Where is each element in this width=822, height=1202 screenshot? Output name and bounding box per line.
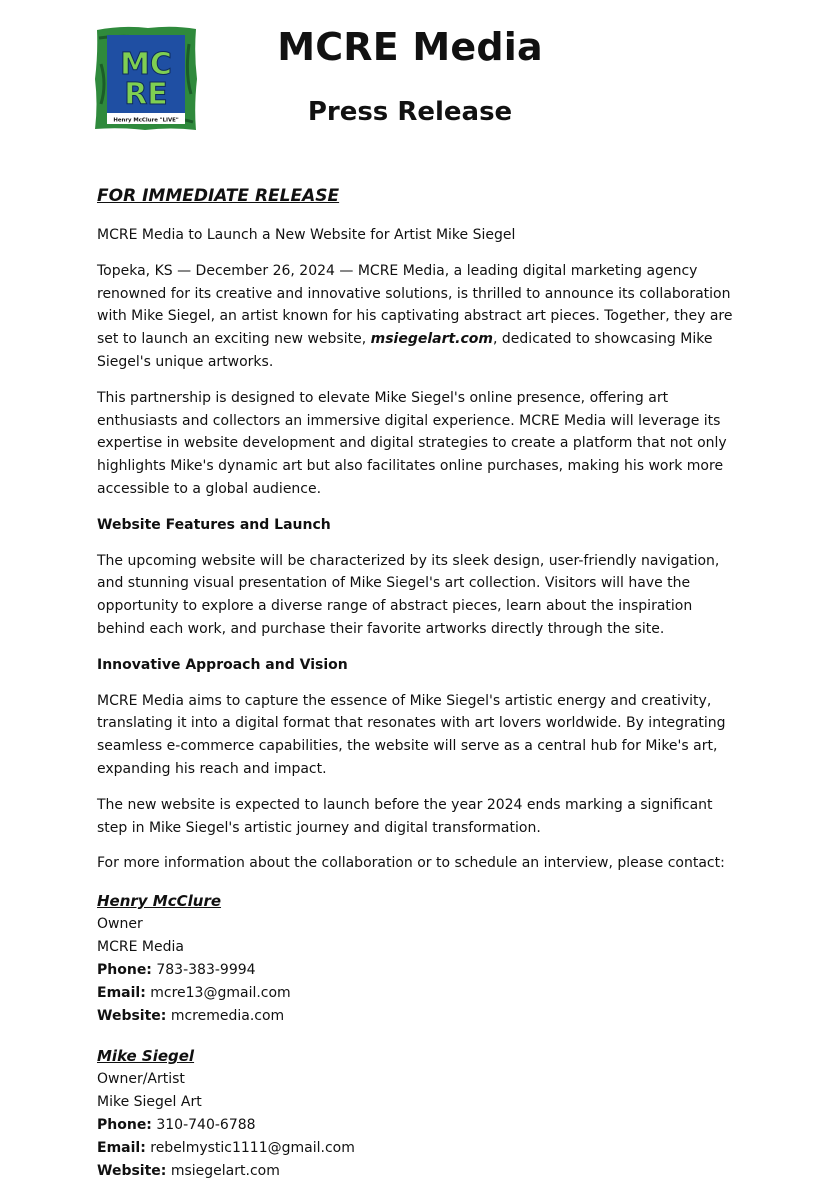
contact-website: Website: mcremedia.com <box>97 1008 285 1025</box>
section-heading-features: Website Features and Launch <box>97 516 331 533</box>
contact-block <box>97 1044 737 1183</box>
release-body <box>97 184 737 1183</box>
contact-email: Email: mcre13@gmail.com <box>97 985 291 1002</box>
contact-role: Owner/Artist <box>97 1071 185 1088</box>
contact-phone: Phone: 783-383-9994 <box>97 962 256 979</box>
contact-role: Owner <box>97 916 143 933</box>
contact-name: Mike Siegel <box>97 1047 195 1066</box>
release-heading: FOR IMMEDIATE RELEASE <box>97 186 340 206</box>
website-mention: msiegelart.com <box>370 331 494 348</box>
paragraph-vision: MCRE Media aims to capture the essence of Mike Siegel's artistic energy and creativity, translating it into a digital format that resonates with art lovers worldwide. By integrating seamless e-commerce capabilities, the website will serve as a central hub for Mike's art, expanding his reach and impact. <box>97 692 726 777</box>
contact-website: Website: msiegelart.com <box>97 1163 280 1180</box>
section-heading-vision: Innovative Approach and Vision <box>97 656 348 673</box>
svg-text:RE: RE <box>124 77 168 112</box>
contact-name: Henry McClure <box>97 892 222 911</box>
paragraph-contact-intro: For more information about the collaboration or to schedule an interview, please contact: <box>97 855 725 872</box>
mcre-logo <box>93 24 199 132</box>
headline: MCRE Media to Launch a New Website for Artist Mike Siegel <box>97 227 516 243</box>
document-type: Press Release <box>307 97 513 127</box>
logo-tagline: Henry McClure "LIVE" <box>113 117 179 124</box>
contact-company: MCRE Media <box>97 939 184 956</box>
contact-email: Email: rebelmystic1111@gmail.com <box>97 1140 355 1157</box>
paragraph-partnership: This partnership is designed to elevate Mike Siegel's online presence, offering art enthusiasts and collectors an immersive digital experience. MCRE Media will leverage its expertise in website development and digital strategies to create a platform that not only highlights Mike's dynamic art but also facilitates online purchases, making his work more accessible to a global audience. <box>97 389 727 497</box>
contact-company: Mike Siegel Art <box>97 1094 202 1111</box>
paragraph-launch: The new website is expected to launch before the year 2024 ends marking a significant step in Mike Siegel's artistic journey and digital transformation. <box>97 796 713 836</box>
contact-phone: Phone: 310-740-6788 <box>97 1117 256 1134</box>
brand-title: MCRE Media <box>277 25 543 69</box>
paragraph-features: The upcoming website will be characterized by its sleek design, user-friendly navigation, and stunning visual presentation of Mike Siegel's art collection. Visitors will have the opportunity to explore a diverse range of abstract pieces, learn about the inspiration behind each work, and purchase their favorite artworks directly through the site. <box>97 552 720 637</box>
contact-block <box>97 889 737 1028</box>
paragraph-intro: Topeka, KS — December 26, 2024 — MCRE Media, a leading digital marketing agency renowned for its creative and innovative solutions, is thrilled to announce its collaboration with Mike Siegel, an artist known for his captivating abstract art pieces. Together, they are set to launch an exciting new website, msiegelart.com, dedicated to showcasing Mike Siegel's unique artworks. <box>97 262 733 370</box>
svg-text:MC: MC <box>120 47 172 82</box>
